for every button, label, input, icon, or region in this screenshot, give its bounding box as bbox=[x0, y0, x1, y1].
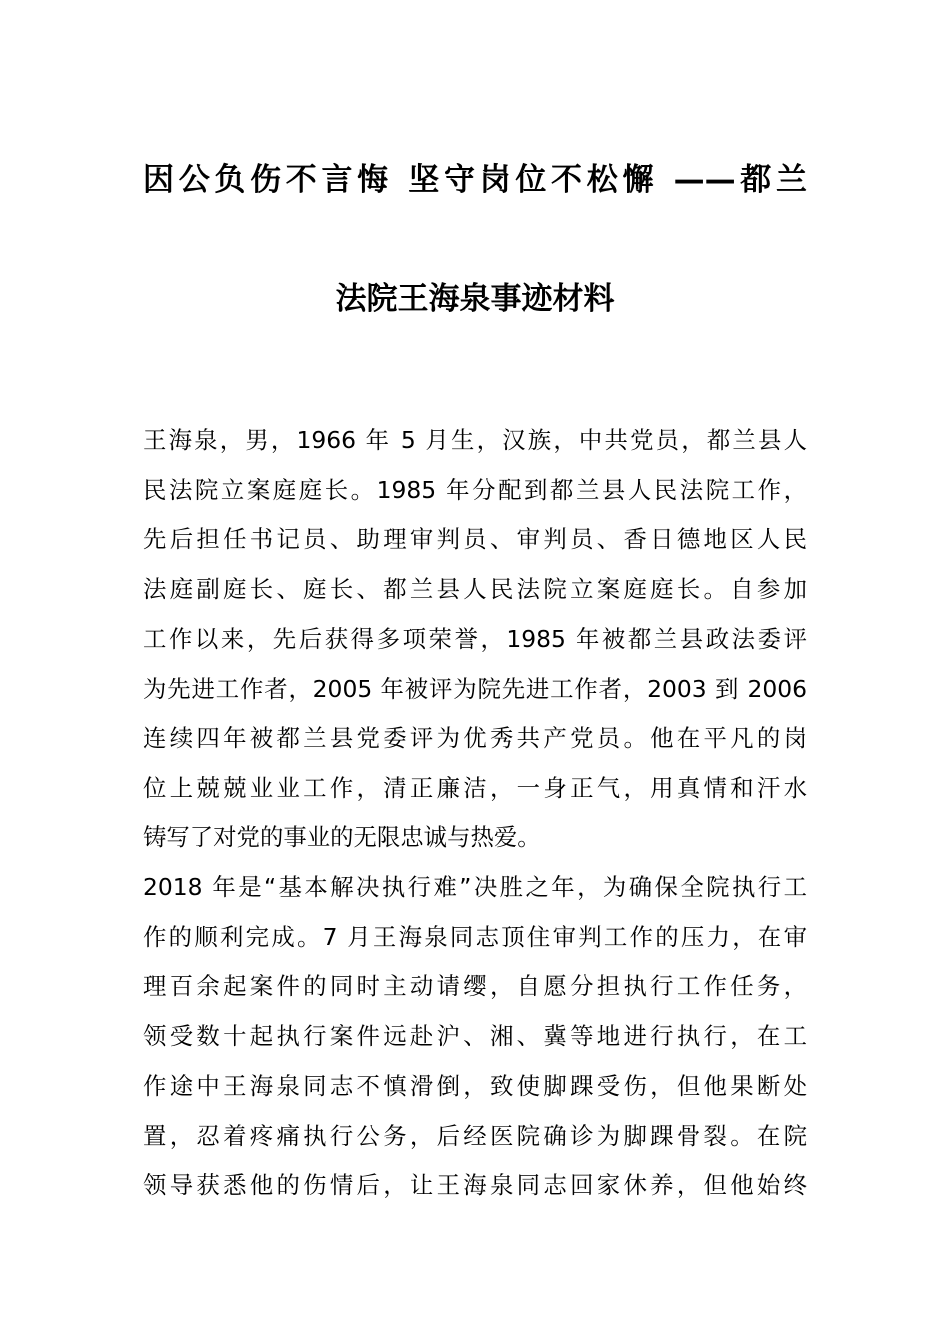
paragraph-1-line-8: 位上兢兢业业工作，清正廉洁，一身正气，用真情和汗水 bbox=[143, 774, 807, 802]
paragraph-1-line-4: 法庭副庭长、庭长、都兰县人民法院立案庭庭长。自参加 bbox=[143, 575, 807, 603]
paragraph-1-line-1: 王海泉，男，1966 年 5 月生，汉族，中共党员，都兰县人 bbox=[143, 426, 807, 454]
paragraph-1-line-9: 铸写了对党的事业的无限忠诚与热爱。 bbox=[143, 823, 541, 851]
paragraph-1-line-6: 为先进工作者，2005 年被评为院先进工作者，2003 到 2006 bbox=[143, 675, 807, 703]
paragraph-2-line-2: 作的顺利完成。7 月王海泉同志顶住审判工作的压力，在审 bbox=[143, 923, 807, 951]
paragraph-2-line-7: 领导获悉他的伤情后，让王海泉同志回家休养，但他始终 bbox=[143, 1171, 807, 1199]
paragraph-2-line-6: 置，忍着疼痛执行公务，后经医院确诊为脚踝骨裂。在院 bbox=[143, 1122, 807, 1150]
paragraph-2-line-4: 领受数十起执行案件远赴沪、湘、冀等地进行执行，在工 bbox=[143, 1022, 807, 1050]
document-title-line-1: 因公负伤不言悔 坚守岗位不松懈 ——都兰 bbox=[143, 162, 807, 198]
document-title-line-2: 法院王海泉事迹材料 bbox=[335, 281, 615, 317]
paragraph-1-line-5: 工作以来，先后获得多项荣誉，1985 年被都兰县政法委评 bbox=[143, 625, 807, 653]
paragraph-2-line-1: 2018 年是“基本解决执行难”决胜之年，为确保全院执行工 bbox=[143, 873, 807, 901]
paragraph-1-line-7: 连续四年被都兰县党委评为优秀共产党员。他在平凡的岗 bbox=[143, 724, 807, 752]
paragraph-1-line-2: 民法院立案庭庭长。1985 年分配到都兰县人民法院工作， bbox=[143, 476, 807, 504]
paragraph-2-line-5: 作途中王海泉同志不慎滑倒，致使脚踝受伤，但他果断处 bbox=[143, 1072, 807, 1100]
paragraph-2-line-3: 理百余起案件的同时主动请缨，自愿分担执行工作任务， bbox=[143, 972, 807, 1000]
paragraph-1-line-3: 先后担任书记员、助理审判员、审判员、香日德地区人民 bbox=[143, 525, 807, 553]
